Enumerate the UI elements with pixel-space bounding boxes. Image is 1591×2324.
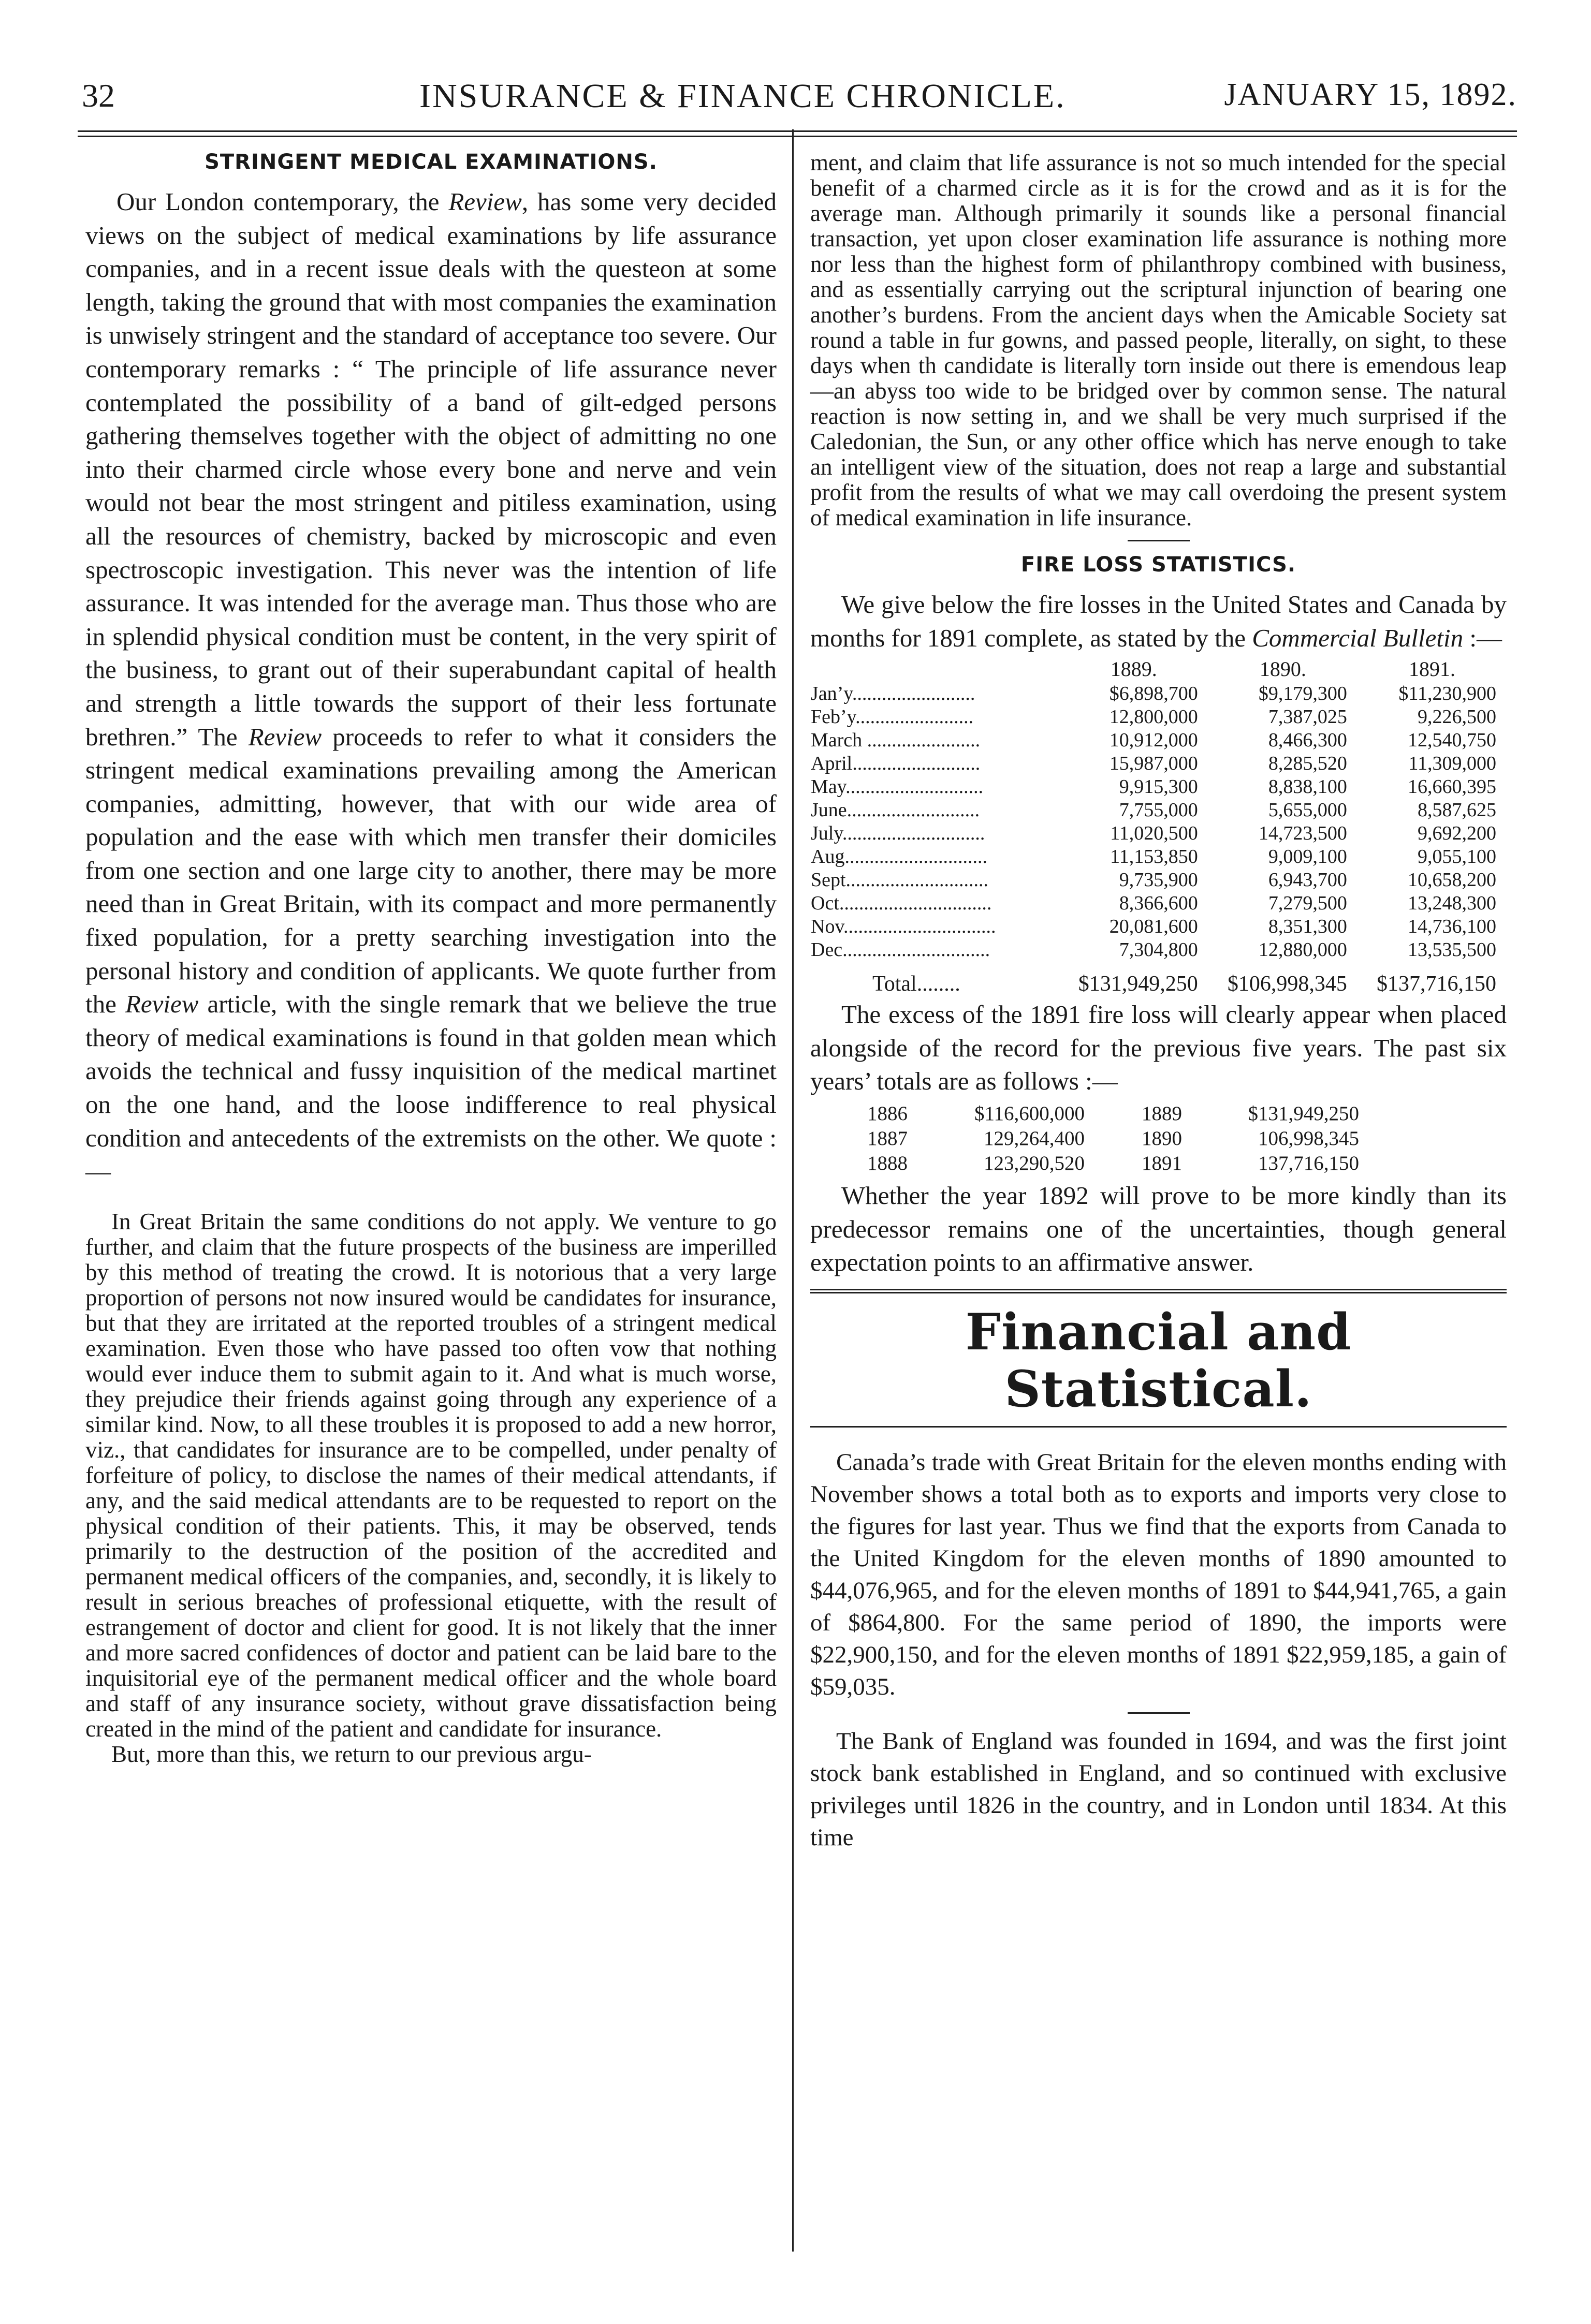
fire-loss-row bbox=[810, 869, 1507, 892]
fire-loss-row bbox=[810, 729, 1507, 752]
six-years-table bbox=[867, 1101, 1416, 1176]
year-total-amount: 106,998,345 bbox=[1258, 1127, 1359, 1150]
loss-value: 13,535,500 bbox=[1408, 939, 1496, 961]
loss-value: 7,755,000 bbox=[1119, 799, 1198, 821]
loss-value: 14,723,500 bbox=[1258, 822, 1347, 845]
year-header: 1890. bbox=[1259, 657, 1306, 681]
month-label: Nov............................... bbox=[811, 916, 996, 938]
year-total-amount: 123,290,520 bbox=[984, 1152, 1085, 1174]
loss-value: $9,179,300 bbox=[1258, 683, 1347, 705]
loss-value: 7,387,025 bbox=[1268, 706, 1347, 728]
loss-value: 8,285,520 bbox=[1268, 753, 1347, 775]
loss-value: 8,466,300 bbox=[1268, 729, 1347, 752]
page-header bbox=[78, 77, 1517, 123]
month-label: Oct............................... bbox=[811, 892, 992, 915]
double-rule bbox=[810, 1289, 1507, 1293]
loss-value: 8,587,625 bbox=[1418, 799, 1496, 821]
loss-value: 9,009,100 bbox=[1268, 846, 1347, 868]
loss-value: 8,351,300 bbox=[1268, 916, 1347, 938]
section-rule bbox=[1128, 540, 1190, 541]
month-label: May............................ bbox=[811, 776, 984, 798]
month-label: Dec.............................. bbox=[811, 939, 990, 961]
canada-trade-paragraph: Canada’s trade with Great Britain for the eleven months ending with November shows a total both as to exports and imports very close to the figures for last year. Thus we find that the exports from Canada to the United Kingdom for the eleven months of 1890 amounted to $44,076,965, and for the eleven months of 1891 to $44,941,765, a gain of $864,800. For the same period of 1890, the imports were $22,900,150, and for the eleven months of 1891 $22,959,185, a gain of $59,035. bbox=[810, 1448, 1507, 1700]
total-row bbox=[810, 962, 1507, 996]
fire-loss-row bbox=[810, 892, 1507, 915]
fire-loss-row bbox=[810, 799, 1507, 822]
month-label: June........................... bbox=[811, 799, 980, 821]
year-total-year: 1889 bbox=[1142, 1102, 1182, 1125]
month-label: Aug............................. bbox=[811, 846, 987, 868]
loss-value: 6,943,700 bbox=[1268, 869, 1347, 891]
total-label: Total........ bbox=[872, 972, 960, 996]
column-divider bbox=[792, 129, 794, 2252]
loss-value: 12,800,000 bbox=[1109, 706, 1198, 728]
loss-value: 7,304,800 bbox=[1119, 939, 1198, 961]
issue-date: JANUARY 15, 1892. bbox=[1224, 77, 1517, 112]
financial-section-title: Financial and Statistical. bbox=[965, 1302, 1352, 1418]
fire-loss-row bbox=[810, 822, 1507, 845]
loss-value: 20,081,600 bbox=[1109, 916, 1198, 938]
loss-value: 5,655,000 bbox=[1268, 799, 1347, 821]
year-header: 1891. bbox=[1408, 657, 1455, 681]
header-rule-2 bbox=[78, 136, 1517, 137]
fire-loss-row bbox=[810, 915, 1507, 938]
section-rule bbox=[810, 1426, 1507, 1428]
year-total-amount: 137,716,150 bbox=[1258, 1152, 1359, 1174]
article-title-medical: STRINGENT MEDICAL EXAMINATIONS. bbox=[205, 150, 658, 174]
year-total-row bbox=[867, 1126, 1416, 1151]
fire-loss-row bbox=[810, 938, 1507, 962]
year-total-year: 1886 bbox=[867, 1102, 908, 1125]
section-rule bbox=[1128, 1712, 1190, 1714]
loss-value: 9,226,500 bbox=[1418, 706, 1496, 728]
year-total-year: 1890 bbox=[1142, 1127, 1182, 1150]
year-total-amount: $116,600,000 bbox=[974, 1102, 1085, 1125]
total-value: $131,949,250 bbox=[1078, 972, 1198, 996]
fire-loss-row bbox=[810, 775, 1507, 799]
loss-value: 12,540,750 bbox=[1408, 729, 1496, 752]
month-label: March ....................... bbox=[811, 729, 981, 752]
year-total-year: 1888 bbox=[867, 1152, 908, 1174]
year-total-amount: $131,949,250 bbox=[1248, 1102, 1359, 1125]
year-total-amount: 129,264,400 bbox=[984, 1127, 1085, 1150]
page-number: 32 bbox=[82, 77, 115, 114]
month-label: April.......................... bbox=[811, 753, 981, 775]
loss-value: 10,912,000 bbox=[1109, 729, 1198, 752]
loss-value: 9,735,900 bbox=[1119, 869, 1198, 891]
loss-value: 8,838,100 bbox=[1268, 776, 1347, 798]
loss-value: 16,660,395 bbox=[1408, 776, 1496, 798]
year-total-row bbox=[867, 1101, 1416, 1126]
total-value: $137,716,150 bbox=[1377, 972, 1496, 996]
article-title-fire: FIRE LOSS STATISTICS. bbox=[1020, 553, 1296, 577]
loss-value: 9,915,300 bbox=[1119, 776, 1198, 798]
month-label: Jan’y......................... bbox=[811, 683, 975, 705]
loss-value: 14,736,100 bbox=[1408, 916, 1496, 938]
fire-loss-row bbox=[810, 705, 1507, 729]
loss-value: 11,309,000 bbox=[1408, 753, 1496, 775]
loss-value: 10,658,200 bbox=[1408, 869, 1496, 891]
publication-title: INSURANCE & FINANCE CHRONICLE. bbox=[419, 77, 1066, 115]
month-label: July............................. bbox=[811, 822, 985, 845]
loss-value: 8,366,600 bbox=[1119, 892, 1198, 915]
fire-loss-row bbox=[810, 845, 1507, 869]
whether-paragraph: Whether the year 1892 will prove to be more kindly than its predecessor remains one of the uncertainties, though general expectation points to an affirmative answer. bbox=[810, 1181, 1507, 1277]
article-continuation: ment, and claim that life assurance is not so much intended for the special benefit of a charmed circle as it is for the crowd and as it is for the average man. Although primarily it sounds like a personal financial transaction, yet upon closer examination life assurance is nothing more nor less than the highest form of philanthropy combined with business, and as essentially carrying out the scriptural injunction of bearing one another’s burdens. From the ancient days when the Amicable Society sat round a table in fur gowns, and passed people, literally, on sight, to these days when th candidate is literally torn inside out there is emendous leap—an abyss too wide to be bridged over by common sense. The natural reaction is now setting in, and we shall be very much surprised if the Caledonian, the Sun, or any other office which has nerve enough to take an intelligent view of the situation, does not reap a large and substantial profit from the results of what we may call overdoing the present system of medical examination in life insurance. bbox=[810, 150, 1507, 531]
loss-value: $11,230,900 bbox=[1398, 683, 1496, 705]
loss-value: 15,987,000 bbox=[1109, 753, 1198, 775]
loss-value: 9,055,100 bbox=[1418, 846, 1496, 868]
loss-value: 11,020,500 bbox=[1110, 822, 1198, 845]
right-column bbox=[810, 150, 1507, 1854]
loss-value: 12,880,000 bbox=[1258, 939, 1347, 961]
loss-value: 9,692,200 bbox=[1418, 822, 1496, 845]
fire-intro: We give below the fire losses in the United States and Canada by months for 1891 complete, as stated by the Commercial Bulletin :— bbox=[810, 590, 1507, 652]
header-rule bbox=[78, 130, 1517, 132]
year-total-year: 1891 bbox=[1142, 1152, 1182, 1174]
loss-value: 13,248,300 bbox=[1408, 892, 1496, 915]
article-paragraph-last: But, more than this, we return to our previous argu- bbox=[111, 1741, 592, 1767]
month-label: Sept............................. bbox=[811, 869, 989, 891]
loss-value: 7,279,500 bbox=[1268, 892, 1347, 915]
fire-loss-row bbox=[810, 752, 1507, 775]
year-total-year: 1887 bbox=[867, 1127, 908, 1150]
quoted-passage: In Great Britain the same conditions do not apply. We venture to go further, and claim that the future prospects of the business are imperilled by this method of treating the crowd. It is notorious that a very large proportion of persons not now insured would be candidates for insurance, but that they are irritated at the reported troubles of a stringent medical examination. Even those who have passed too often vow that nothing would ever induce them to submit again to it. And what is much worse, they prejudice their friends against going through any experience of a similar kind. Now, to all these troubles it is proposed to add a new horror, viz., that candidates for insurance are to be compelled, under penalty of forfeiture of policy, to disclose the names of their medical attendants, if any, and the said medical attendants are to be requested to report on the physical condition of their patients. This, it may be observed, tends primarily to the destruction of the position of the accredited and permanent medical officers of the companies, and, secondly, it is likely to result in serious breaches of professional etiquette, with the result of estrangement of doctor and client for good. It is not likely that the inner and more sacred confidences of doctor and patient can be laid bare to the inquisitorial eye of the permanent medical officer and the whole board and staff of any insurance society, without grave dissatisfaction being created in the mind of the patient and candidate for insurance. bbox=[85, 1208, 777, 1742]
article-paragraph: Our London contemporary, the Review, has some very decided views on the subject of medical examinations by life assurance companies, and in a recent issue deals with the questeon at some length, taking the ground that with most companies the examination is unwisely stringent and the standard of acceptance too severe. Our contemporary remarks : “ The principle of life assurance never contemplated the possibility of a band of gilt-edged persons gathering themselves together with the object of admitting no one into their charmed circle whose every bone and nerve and vein would not bear the most stringent and pitiless examination, using all the resources of chemistry, backed by microscopic and even spectroscopic investigation. This never was the intention of life assurance. It was intended for the average man. Thus those who are in splendid physical condition must be content, in the very spirit of the business, to grant out of their superabundant capital of health and strength a little towards the support of their less fortunate brethren.” The Review proceeds to refer to what it considers the stringent medical examinations prevailing among the American companies, admitting, however, that with our wide area of population and the ease with which men transfer their domiciles from one section and one large city to another, there may be more need than in Great Britain, with its compact and more permanently fixed population, for a pretty searching investigation into the personal history and condition of applicants. We quote further from the Review article, with the single remark that we believe the true theory of medical examinations is found in that golden mean which avoids the technical and fussy inquisition of the medical martinet on the one hand, and the loose indifference to real physical condition and antecedents of the extremists on the other. We quote :— bbox=[85, 187, 777, 1186]
fire-loss-row bbox=[810, 682, 1507, 705]
bank-of-england-paragraph: The Bank of England was founded in 1694, and was the first joint stock bank established in England, and so continued with exclusive privileges until 1826 in the country, and in London until 1834. At this time bbox=[810, 1727, 1507, 1851]
left-column bbox=[85, 150, 777, 1767]
financial-section-header bbox=[810, 1289, 1507, 1428]
month-label: Feb’y........................ bbox=[811, 706, 974, 728]
loss-value: $6,898,700 bbox=[1109, 683, 1198, 705]
year-header: 1889. bbox=[1110, 657, 1157, 681]
loss-value: 11,153,850 bbox=[1110, 846, 1198, 868]
year-total-row bbox=[867, 1151, 1416, 1176]
total-value: $106,998,345 bbox=[1227, 972, 1347, 996]
excess-paragraph: The excess of the 1891 fire loss will clearly appear when placed alongside of the record for the previous five years. The past six years’ totals are as follows :— bbox=[810, 1000, 1507, 1096]
fire-loss-table bbox=[810, 658, 1507, 996]
